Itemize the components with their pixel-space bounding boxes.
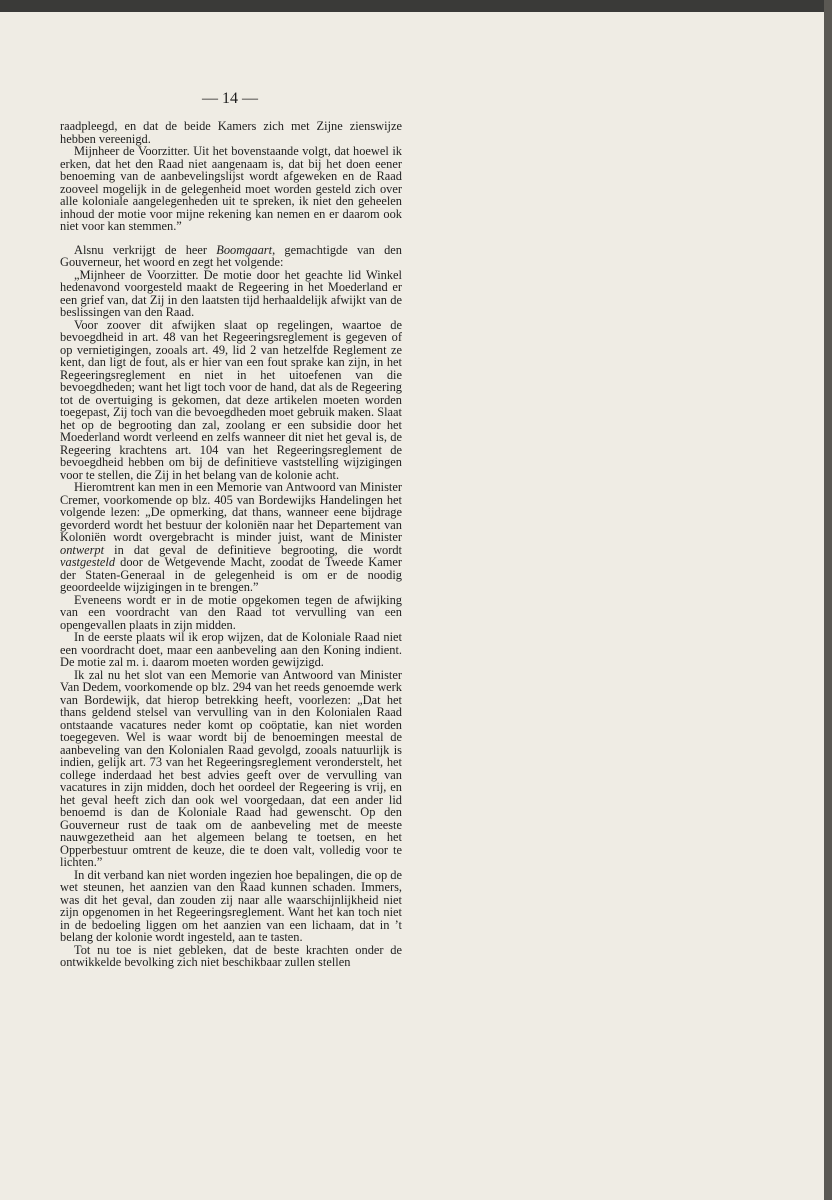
paragraph: Tot nu toe is niet gebleken, dat de beste krachten onder de ontwikkelde bevolking zich niet beschikbaar zullen stellen (60, 942, 402, 969)
page-number: — 14 — (202, 90, 258, 107)
emphasis: vastgesteld (60, 555, 116, 569)
scan-border-top (0, 0, 832, 12)
scan-border-right (824, 0, 832, 1200)
paragraph: Hieromtrent kan men in een Memorie van Antwoord van Minister Cremer, voorkomende op blz. 405 van Bordewijks Handelingen het volgende lezen: „De opmerking, dat thans, wanneer eene bijdrage gevorderd wordt het bestuur der koloniën naar het Departement van Koloniën wordt overgebracht is minder juist, want de Minister ontwerpt in dat geval de definitieve begrooting, die wordt vastgesteld door de Wetgevende Macht, zoodat de Tweede Kamer der Staten-Generaal in de gelegenheid is om er de noodig geoordeelde wijzigingen in te brengen.” (60, 480, 402, 594)
paragraph: raadpleegd, en dat de beide Kamers zich met Zijne zienswijze hebben vereenigd. (60, 119, 402, 146)
paragraph: In de eerste plaats wil ik erop wijzen, dat de Koloniale Raad niet een voordracht doet, maar een aanbeveling aan den Koning indient. De motie zal m. i. daarom moeten worden gewijzigd. (60, 630, 402, 669)
emphasis: ontwerpt (60, 542, 105, 557)
body-text (60, 120, 402, 969)
paragraph: Mijnheer de Voorzitter. Uit het bovenstaande volgt, dat hoewel ik erken, dat het den Raad niet aangenaam is, dat bij het doen eener benoeming van de aanbevelingslijst wordt afgeweken en de Raad zooveel mogelijk in de gelegenheid moet worden gesteld zich over alle koloniale aangelegenheden uit te spreken, ik niet den geheelen inhoud der motie voor mijne rekening kan nemen en er daarom ook niet voor kan stemmen.” (60, 144, 402, 233)
paragraph: Alsnu verkrijgt de heer Boomgaart, gemachtigde van den Gouverneur, het woord en zegt het volgende: (60, 242, 402, 269)
paragraph: In dit verband kan niet worden ingezien hoe bepalingen, die op de wet steunen, het aanzien van den Raad kunnen schaden. Immers, was dit het geval, dan zouden zij naar alle waarschijnlijkheid niet zijn opgenomen in het Regeeringsreglement. Want het kan toch niet in de bedoeling liggen om het aanzien van een lichaam, dat in ’t belang der kolonie wordt ingesteld, aan te tasten. (60, 867, 402, 944)
paragraph: Eveneens wordt er in de motie opgekomen tegen de afwijking van een voordracht van den Raad tot vervulling van een opengevallen plaats in zijn midden. (60, 592, 402, 632)
document-page (0, 12, 824, 1200)
paragraph: Ik zal nu het slot van een Memorie van Antwoord van Minister Van Dedem, voorkomende op blz. 294 van het reeds genoemde werk van Bordewijk, dat hierop betrekking heeft, voorlezen: „Dat het thans geldend stelsel van vervulling van in den Kolonialen Raad ontstaande vacatures neder komt op coöptatie, kan niet worden toegegeven. Wel is waar wordt bij de benoemingen meestal de aanbeveling van den Kolonialen Raad gevolgd, zooals natuurlijk is indien, gelijk art. 73 van het Regeeringsreglement veronderstelt, het college inderdaad het best advies geeft over de vervulling van vacatures in zijn midden, doch het oordeel der Regeering is vrij, en het geval heeft zich dan ook wel voorgedaan, dat een ander lid benoemd is dan de Koloniale Raad had gewenscht. Op den Gouverneur rust de taak om de aanbeveling met de meeste nauwgezetheid aan het algemeen belang te toetsen, en het Opperbestuur omtrent de keuze, die te doen valt, volledig voor te lichten.” (60, 667, 402, 869)
paragraph: „Mijnheer de Voorzitter. De motie door het geachte lid Winkel hedenavond voorgesteld maakt de Regeering in het Moederland er een grief van, dat Zij in den laatsten tijd herhaaldelijk afwijkt van de beslissingen van den Raad. (60, 267, 402, 319)
paragraph: Voor zoover dit afwijken slaat op regelingen, waartoe de bevoegdheid in art. 48 van het Regeeringsreglement is gegeven of op vernietigingen, zooals art. 49, lid 2 van hetzelfde Reglement ze kent, dan ligt de fout, als er hier van een fout sprake kan zijn, in het Regeeringsreglement en niet in het uitoefenen van die bevoegdheden; want het ligt toch voor de hand, dat als de Regeering tot de overtuiging is gekomen, dat deze artikelen moeten worden toegepast, Zij toch van die bevoegdheden moet gebruik maken. Slaat het op de begrooting dan zal, zoolang er een subsidie door het Moederland wordt verleend en zelfs wanneer dit niet het geval is, de Regeering krachtens art. 104 van het Regeeringsreglement de bevoegdheid hebben om bij de definitieve vaststelling wijzigingen voor te stellen, die Zij in het belang van de kolonie acht. (60, 317, 402, 482)
speaker-name: Boomgaart (216, 242, 273, 257)
